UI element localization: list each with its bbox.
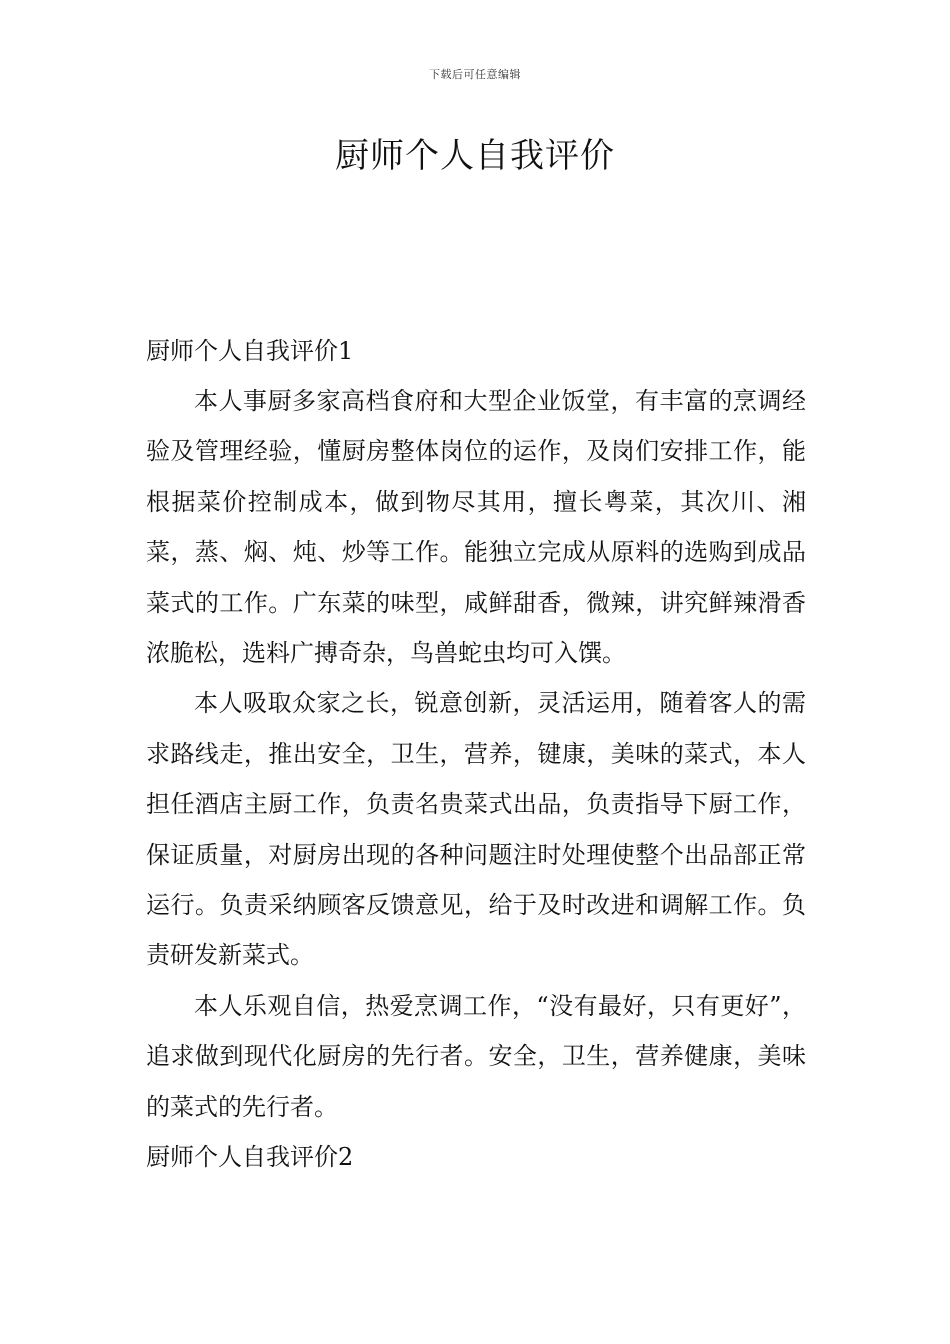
paragraph-1: 本人事厨多家高档食府和大型企业饭堂，有丰富的烹调经验及管理经验，懂厨房整体岗位的运作，及岗们安排工作，能根据菜价控制成本，做到物尽其用，擅长粤菜，其次川、湘菜，蒸、焖、炖、炒等工作。能独立完成从原料的选购到成品菜式的工作。广东菜的味型，咸鲜甜香，微辣，讲究鲜辣滑香浓脆松，选料广搏奇杂，鸟兽蛇虫均可入馔。 — [146, 387, 806, 668]
document-title: 厨师个人自我评价 — [335, 136, 615, 176]
header-note: 下载后可任意编辑 — [429, 68, 521, 81]
paragraph-2: 本人吸取众家之长，锐意创新，灵活运用，随着客人的需求路线走，推出安全，卫生，营养，键康，美味的菜式，本人担任酒店主厨工作，负责名贵菜式出品，负责指导下厨工作，保证质量，对厨房出现的各种问题注时处理使整个出品部正常运行。负责采纳顾客反馈意见，给于及时改进和调解工作。负责研发新菜式。 — [146, 689, 806, 970]
section-heading-2: 厨师个人自我评价2 — [146, 1143, 354, 1172]
section-heading-1: 厨师个人自我评价1 — [146, 337, 354, 365]
paragraph-3: 本人乐观自信，热爱烹调工作，“没有最好，只有更好”，追求做到现代化厨房的先行者。安全，卫生，营养健康，美味的菜式的先行者。 — [146, 991, 806, 1121]
document-body — [146, 326, 806, 1182]
